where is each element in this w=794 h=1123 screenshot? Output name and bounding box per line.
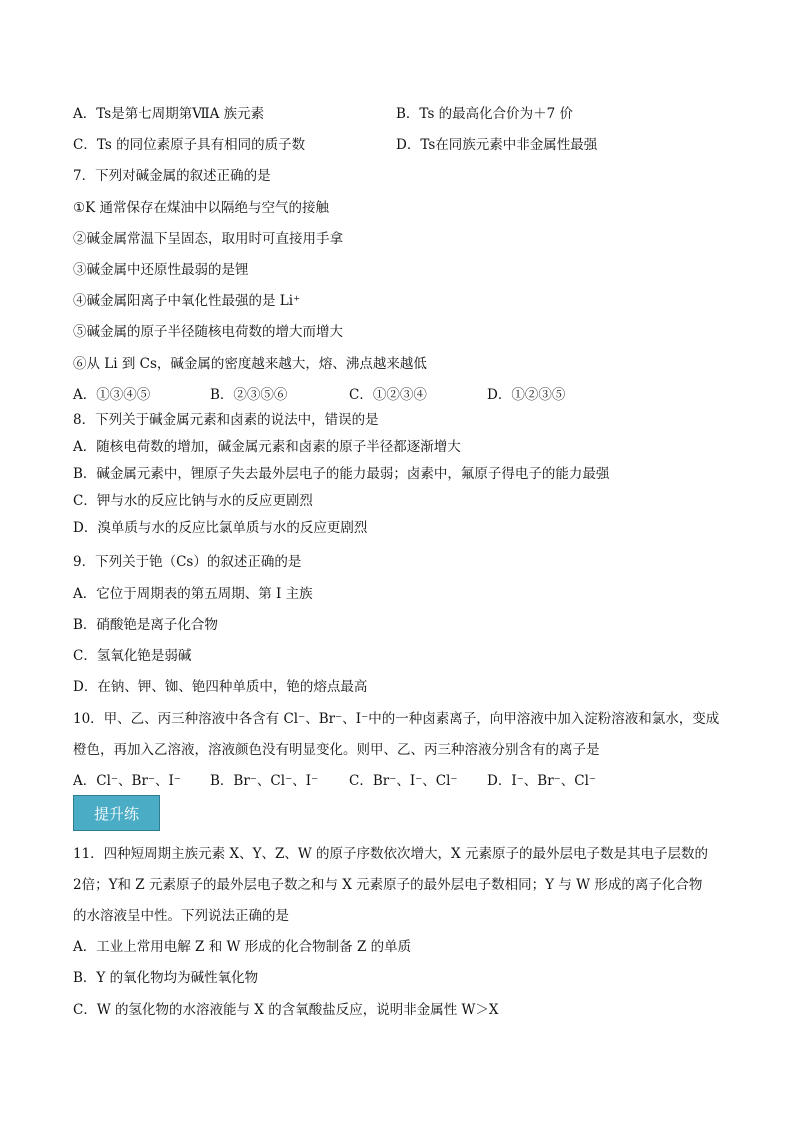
section-badge-tisheng: 提升练 bbox=[73, 795, 160, 831]
q10-option-a: A．Cl⁻、Br⁻、I⁻ bbox=[73, 773, 181, 789]
q7-option-d: D．①②③⑤ bbox=[487, 387, 566, 403]
q11-stem-line1: 11．四种短周期主族元素 X、Y、Z、W 的原子序数依次增大，X 元素原子的最外层电子数是其电子层数的 bbox=[73, 846, 708, 862]
q11-option-c: C．W 的氢化物的水溶液能与 X 的含氧酸盐反应，说明非金属性 W＞X bbox=[73, 1002, 499, 1018]
q10-stem-line2: 橙色，再加入乙溶液，溶液颜色没有明显变化。则甲、乙、丙三种溶液分别含有的离子是 bbox=[73, 742, 600, 758]
q9-option-d: D．在钠、钾、铷、铯四种单质中，铯的熔点最高 bbox=[73, 679, 368, 695]
q8-option-a: A．随核电荷数的增加，碱金属元素和卤素的原子半径都逐渐增大 bbox=[73, 439, 461, 455]
q7-item-5: ⑤碱金属的原子半径随核电荷数的增大而增大 bbox=[73, 324, 343, 340]
q7-item-2: ②碱金属常温下呈固态，取用时可直接用手拿 bbox=[73, 231, 343, 247]
q10-option-d: D．I⁻、Br⁻、Cl⁻ bbox=[487, 773, 597, 789]
q11-stem-line3: 的水溶液呈中性。下列说法正确的是 bbox=[73, 908, 289, 924]
q7-option-b: B．②③⑤⑥ bbox=[210, 387, 288, 403]
q11-stem-line2: 2倍；Y和 Z 元素原子的最外层电子数之和与 X 元素原子的最外层电子数相同；Y 与 W 形成的离子化合物 bbox=[73, 877, 703, 893]
q7-option-c: C．①②③④ bbox=[349, 387, 427, 403]
q7-item-4: ④碱金属阳离子中氧化性最强的是 Li⁺ bbox=[73, 293, 301, 309]
q9-option-c: C．氢氧化铯是弱碱 bbox=[73, 648, 192, 664]
q9-stem: 9．下列关于铯（Cs）的叙述正确的是 bbox=[73, 554, 302, 570]
q10-option-b: B．Br⁻、Cl⁻、I⁻ bbox=[210, 773, 319, 789]
q8-option-b: B．碱金属元素中，锂原子失去最外层电子的能力最弱；卤素中，氟原子得电子的能力最强 bbox=[73, 466, 610, 482]
q10-option-c: C．Br⁻、I⁻、Cl⁻ bbox=[349, 773, 458, 789]
q8-stem: 8．下列关于碱金属元素和卤素的说法中，错误的是 bbox=[73, 412, 379, 428]
q7-item-3: ③碱金属中还原性最弱的是锂 bbox=[73, 262, 249, 278]
q9-option-b: B．硝酸铯是离子化合物 bbox=[73, 617, 218, 633]
q6-option-b: B．Ts 的最高化合价为＋7 价 bbox=[396, 106, 574, 122]
q9-option-a: A．它位于周期表的第五周期、第 I 主族 bbox=[73, 586, 313, 602]
q10-stem-line1: 10．甲、乙、丙三种溶液中各含有 Cl⁻、Br⁻、I⁻中的一种卤素离子，向甲溶液中加入淀粉溶液和氯水，变成 bbox=[73, 711, 720, 727]
q8-option-c: C．钾与水的反应比钠与水的反应更剧烈 bbox=[73, 493, 313, 509]
q6-option-d: D．Ts在同族元素中非金属性最强 bbox=[396, 137, 598, 153]
q6-option-c: C．Ts 的同位素原子具有相同的质子数 bbox=[73, 137, 306, 153]
q7-item-1: ①K 通常保存在煤油中以隔绝与空气的接触 bbox=[73, 200, 329, 216]
q8-option-d: D．溴单质与水的反应比氯单质与水的反应更剧烈 bbox=[73, 520, 368, 536]
q7-item-6: ⑥从 Li 到 Cs，碱金属的密度越来越大，熔、沸点越来越低 bbox=[73, 356, 427, 372]
q11-option-a: A．工业上常用电解 Z 和 W 形成的化合物制备 Z 的单质 bbox=[73, 939, 412, 955]
q6-option-a: A．Ts是第七周期第ⅦA 族元素 bbox=[73, 106, 265, 122]
q7-option-a: A．①③④⑤ bbox=[73, 387, 151, 403]
q11-option-b: B．Y 的氧化物均为碱性氧化物 bbox=[73, 970, 259, 986]
q7-stem: 7．下列对碱金属的叙述正确的是 bbox=[73, 168, 271, 184]
